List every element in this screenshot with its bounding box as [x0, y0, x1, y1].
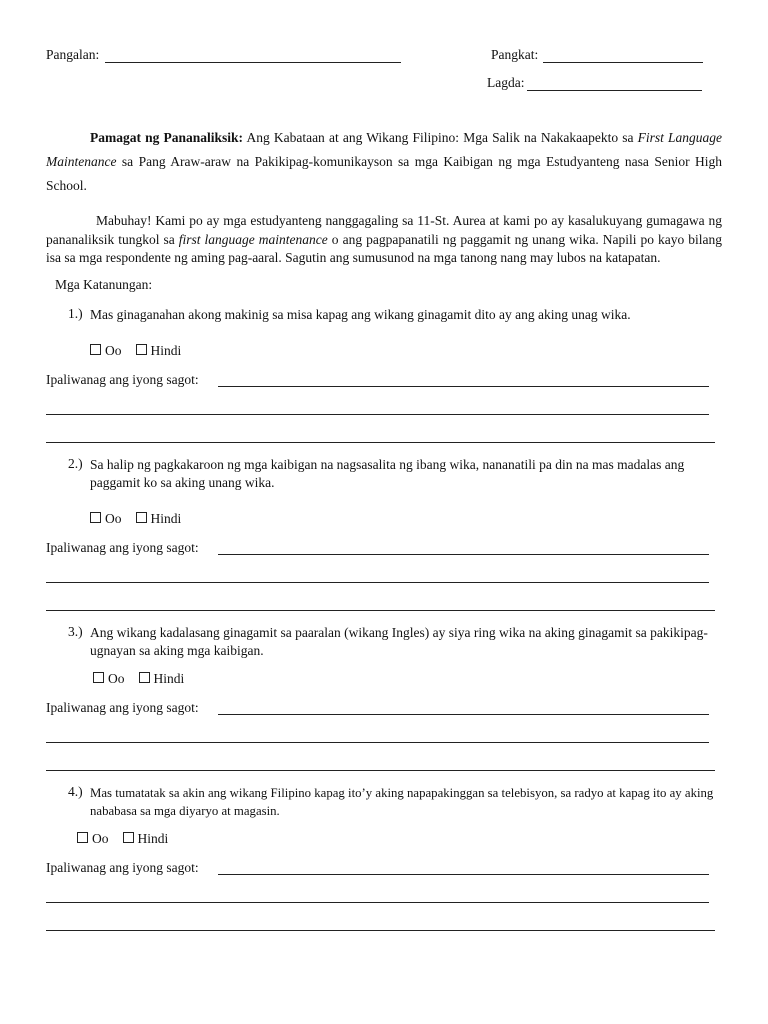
checkbox-no[interactable] — [136, 344, 147, 355]
checkbox-no[interactable] — [136, 512, 147, 523]
intro-paragraph — [46, 212, 722, 268]
option-no-label: Hindi — [150, 511, 182, 526]
option-yes-label: Oo — [105, 343, 122, 358]
answer-line[interactable] — [218, 714, 709, 715]
answer-line[interactable] — [46, 770, 715, 771]
title-text-2: sa Pang Araw-araw na Pakikipag-komunikayson sa mga Kaibigan ng mga Estudyanteng nasa Senior High School. — [46, 154, 722, 193]
name-label: Pangalan: — [46, 47, 100, 62]
checkbox-no[interactable] — [139, 672, 150, 683]
question-text: Sa halip ng pagkakaroon ng mga kaibigan na nagsasalita ng ibang wika, nananatili pa din na mas madalas ang paggamit ko sa aking unang wika. — [90, 457, 685, 490]
answer-options — [90, 511, 181, 527]
option-yes-label: Oo — [108, 671, 125, 686]
question-number: 1.) — [68, 306, 83, 321]
questions-heading: Mga Katanungan: — [55, 277, 153, 292]
answer-options — [93, 671, 184, 687]
explain-label: Ipaliwanag ang iyong sagot: — [46, 540, 199, 555]
signature-field[interactable] — [527, 90, 702, 91]
checkbox-no[interactable] — [123, 832, 134, 843]
signature-label: Lagda: — [487, 75, 525, 90]
question-number: 2.) — [68, 456, 83, 471]
answer-line[interactable] — [46, 742, 709, 743]
checkbox-yes[interactable] — [93, 672, 104, 683]
option-no-label: Hindi — [137, 831, 169, 846]
intro-text-2: o ang pagpapanatili ng paggamit ng unang wika. Napili po kayo bilang isa sa mga respondente ng aming pag-aaral. Sagutin ang sumusunod na mga tanong nang may lubos na katapatan. — [46, 231, 722, 265]
section-field[interactable] — [543, 62, 703, 63]
checkbox-yes[interactable] — [90, 512, 101, 523]
section-label: Pangkat: — [491, 47, 539, 62]
answer-options — [77, 831, 168, 847]
answer-line[interactable] — [46, 930, 715, 931]
question-text: Ang wikang kadalasang ginagamit sa paaralan (wikang Ingles) ay siya ring wika na aking ginagamit sa pakikipag-ugnayan sa aking mga kaibigan. — [90, 625, 708, 658]
answer-line[interactable] — [218, 386, 709, 387]
option-yes-label: Oo — [105, 511, 122, 526]
option-yes-label: Oo — [92, 831, 109, 846]
research-title — [46, 126, 722, 198]
question-number: 3.) — [68, 624, 83, 639]
answer-line[interactable] — [46, 414, 709, 415]
option-no-label: Hindi — [153, 671, 185, 686]
answer-line[interactable] — [218, 874, 709, 875]
question-number: 4.) — [68, 784, 83, 799]
intro-text-1: Mabuhay! Kami po ay mga estudyanteng nanggagaling sa 11-St. Aurea at kami po ay kasalukuyang gumagawa ng pananaliksik tungkol sa — [46, 213, 722, 247]
explain-label: Ipaliwanag ang iyong sagot: — [46, 700, 199, 715]
answer-line[interactable] — [46, 442, 715, 443]
answer-line[interactable] — [46, 582, 709, 583]
checkbox-yes[interactable] — [90, 344, 101, 355]
question-text: Mas ginaganahan akong makinig sa misa kapag ang wikang ginagamit dito ay ang aking unag wika. — [90, 307, 631, 322]
answer-line[interactable] — [46, 610, 715, 611]
name-field[interactable] — [105, 62, 401, 63]
answer-options — [90, 343, 181, 359]
title-text-1: Ang Kabataan at ang Wikang Filipino: Mga Salik na Nakakaapekto sa — [243, 130, 638, 145]
answer-line[interactable] — [218, 554, 709, 555]
answer-line[interactable] — [46, 902, 709, 903]
checkbox-yes[interactable] — [77, 832, 88, 843]
explain-label: Ipaliwanag ang iyong sagot: — [46, 860, 199, 875]
title-label: Pamagat ng Pananaliksik: — [90, 130, 244, 145]
explain-label: Ipaliwanag ang iyong sagot: — [46, 372, 199, 387]
title-italic: First Language Maintenance — [46, 130, 722, 169]
question-text: Mas tumatatak sa akin ang wikang Filipino kapag ito’y aking napapakinggan sa telebisyon, sa radyo at kapag ito ay aking nababasa sa mga diyaryo at magasin. — [90, 786, 714, 818]
intro-italic: first language maintenance — [178, 231, 328, 247]
option-no-label: Hindi — [150, 343, 182, 358]
